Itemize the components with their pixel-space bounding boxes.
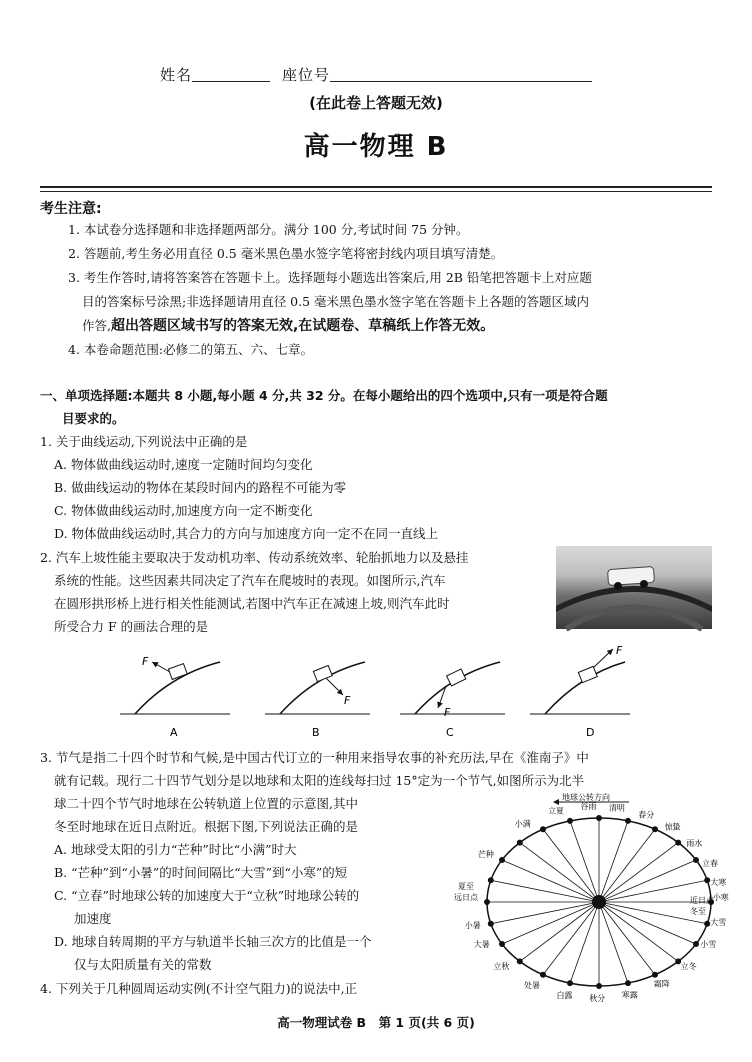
q3-line-2: 就有记载。现行二十四节气划分是以地球和太阳的连线每扫过 15°定为一个节气,如图所示为北半 <box>54 773 585 788</box>
force-label-b: F <box>344 694 351 707</box>
earth-position-dot <box>652 826 658 832</box>
earth-position-dot <box>693 941 699 947</box>
q1-option-d: D. 物体做曲线运动时,其合力的方向与加速度方向一定不在同一直线上 <box>54 526 438 541</box>
car-on-arch-bridge-photo <box>556 546 712 629</box>
note-4: 4. 本卷命题范围:必修二的第五、六、七章。 <box>68 342 314 357</box>
earth-position-dot <box>540 972 546 978</box>
earth-position-dot <box>567 980 573 986</box>
orbit-spoke <box>491 902 599 924</box>
name-label: 姓名 <box>159 66 192 84</box>
force-label-c: F <box>444 706 451 719</box>
term-label-yuanridian: 远日点 <box>454 893 478 902</box>
header-rule-thick <box>40 186 712 188</box>
orbit-spoke <box>599 821 628 902</box>
note-1: 1. 本试卷分选择题和非选择题两部分。满分 100 分,考试时间 75 分钟。 <box>68 222 469 237</box>
term-label: 立春 <box>702 858 719 868</box>
orbit-spoke <box>502 902 599 944</box>
q3-line-1: 3. 节气是指二十四个时节和气候,是中国古代订立的一种用来指导农事的补充历法,早在《淮南子》中 <box>40 750 589 765</box>
note-3-line-3 <box>82 314 494 338</box>
term-label: 雨水 <box>686 838 703 848</box>
q3-option-a: A. 地球受太阳的引力“芒种”时比“小满”时大 <box>54 842 297 857</box>
orbit-spoke <box>599 902 696 944</box>
term-label: 清明 <box>608 803 625 813</box>
earth-position-dot <box>540 826 546 832</box>
q3-option-c-line-2: 加速度 <box>74 911 112 926</box>
option-label-a: A <box>170 726 178 739</box>
orbit-spoke <box>599 902 678 961</box>
notes-heading: 考生注意: <box>40 201 102 217</box>
orbit-spoke <box>599 843 678 902</box>
orbit-spoke <box>599 902 628 983</box>
term-label: 小暑 <box>464 921 481 931</box>
term-label: 大暑 <box>473 940 490 950</box>
term-label: 立秋 <box>493 962 510 972</box>
page-title: 高一物理 B <box>303 132 449 162</box>
note-3-bold-warning: 超出答题区域书写的答案无效,在试题卷、草稿纸上作答无效。 <box>110 318 495 334</box>
note-3-line-1: 3. 考生作答时,请将答案答在答题卡上。选择题每小题选出答案后,用 2B 铅笔把答题卡上对应题 <box>68 270 592 285</box>
q3-option-c-line-1: C. “立春”时地球公转的加速度大于“立秋”时地球公转的 <box>54 888 360 903</box>
earth-position-dot <box>488 921 494 927</box>
term-label: 芒种 <box>477 850 494 859</box>
force-label-a: F <box>142 655 149 668</box>
earth-position-dot <box>517 958 523 964</box>
q3-line-4: 冬至时地球在近日点附近。根据下图,下列说法正确的是 <box>54 819 358 834</box>
term-label-dongzhi: 冬至 <box>690 907 706 916</box>
q2-line-2: 系统的性能。这些因素共同决定了汽车在爬坡时的表现。如图所示,汽车 <box>54 573 446 588</box>
term-label-jinridian: 近日点 <box>690 896 714 905</box>
note-3-text: 作答, <box>82 318 111 333</box>
name-blank[interactable] <box>192 67 270 82</box>
earth-position-dot <box>567 818 573 824</box>
term-label: 立冬 <box>680 962 697 972</box>
term-label: 惊蛰 <box>664 822 681 832</box>
force-label-d: F <box>616 644 623 657</box>
q1-option-c: C. 物体做曲线运动时,加速度方向一定不断变化 <box>54 503 313 518</box>
orbit-direction-label: 地球公转方向 <box>562 793 610 802</box>
orbit-spoke <box>570 821 599 902</box>
term-label: 立夏 <box>548 806 565 816</box>
q1-stem: 1. 关于曲线运动,下列说法中正确的是 <box>40 434 248 449</box>
earth-position-dot <box>625 818 631 824</box>
seat-label: 座位号 <box>282 66 331 84</box>
term-label: 小满 <box>514 819 531 829</box>
q2-line-4: 所受合力 F 的画法合理的是 <box>54 619 209 634</box>
orbit-spoke <box>599 902 655 975</box>
option-label-b: B <box>312 726 320 739</box>
diagram-d <box>530 644 630 714</box>
orbit-spoke <box>570 902 599 983</box>
q3-option-d-line-2: 仅与太阳质量有关的常数 <box>74 957 212 972</box>
term-label: 秋分 <box>589 993 606 1003</box>
q2-line-1: 2. 汽车上坡性能主要取决于发动机功率、传动系统效率、轮胎抓地力以及悬挂 <box>40 550 469 565</box>
earth-position-dot <box>675 840 681 846</box>
diagram-c <box>400 662 505 719</box>
q1-option-b: B. 做曲线运动的物体在某段时间内的路程不可能为零 <box>54 480 347 495</box>
q3-option-d-line-1: D. 地球自转周期的平方与轨道半长轴三次方的比值是一个 <box>54 934 372 949</box>
solar-terms-orbit-diagram <box>444 792 729 1003</box>
term-label: 霜降 <box>653 979 670 989</box>
earth-position-dot <box>517 840 523 846</box>
term-label: 大寒 <box>710 878 727 888</box>
q3-option-b: B. “芒种”到“小暑”的时间间隔比“大雪”到“小寒”的短 <box>54 865 348 880</box>
seat-blank[interactable] <box>330 67 592 82</box>
term-label: 小雪 <box>700 940 717 950</box>
earth-position-dot <box>596 815 602 821</box>
term-label: 大雪 <box>710 917 727 927</box>
orbit-spoke <box>543 902 599 975</box>
sun-icon <box>592 895 606 909</box>
earth-position-dot <box>596 983 602 989</box>
q3-line-3: 球二十四个节气时地球在公转轨道上位置的示意图,其中 <box>54 796 358 811</box>
earth-position-dot <box>499 857 505 863</box>
earth-position-dot <box>484 899 490 905</box>
q4-line-1: 4. 下列关于几种圆周运动实例(不计空气阻力)的说法中,正 <box>40 981 358 996</box>
note-2: 2. 答题前,考生务必用直径 0.5 毫米黑色墨水签字笔将密封线内项目填写清楚。 <box>68 246 504 261</box>
earth-position-dot <box>693 857 699 863</box>
option-label-d: D <box>586 726 595 739</box>
orbit-spoke <box>491 880 599 902</box>
diagram-a <box>120 655 230 714</box>
section-1-line-2: 目要求的。 <box>62 411 125 426</box>
section-1-line-1: 一、单项选择题:本题共 8 小题,每小题 4 分,共 32 分。在每小题给出的四个选项中,只有一项是符合题 <box>40 388 608 403</box>
earth-position-dot <box>625 980 631 986</box>
student-info-line <box>0 64 752 85</box>
orbit-spoke <box>520 902 599 961</box>
orbit-spoke <box>599 860 696 902</box>
note-3-line-2: 目的答案标号涂黑;非选择题请用直径 0.5 毫米黑色墨水签字笔在答题卡上各题的答题区域内 <box>82 294 590 309</box>
term-label: 春分 <box>638 810 655 820</box>
answer-invalid-notice: (在此卷上答题无效) <box>309 94 443 112</box>
term-label: 白露 <box>556 991 573 1001</box>
orbit-spoke <box>520 843 599 902</box>
q2-line-3: 在圆形拱形桥上进行相关性能测试,若图中汽车正在减速上坡,则汽车此时 <box>54 596 450 611</box>
page-footer: 高一物理试卷 B 第 1 页(共 6 页) <box>277 1015 475 1030</box>
term-label-xiazhi: 夏至 <box>458 882 474 891</box>
term-label: 谷雨 <box>580 802 597 812</box>
q2-force-diagrams <box>110 640 630 740</box>
diagram-b <box>265 662 370 714</box>
earth-position-dot <box>652 972 658 978</box>
orbit-spoke <box>599 829 655 902</box>
earth-position-dot <box>499 941 505 947</box>
option-label-c: C <box>446 726 454 739</box>
q1-option-a: A. 物体做曲线运动时,速度一定随时间均匀变化 <box>54 457 313 472</box>
orbit-spoke <box>502 860 599 902</box>
term-label: 小寒 <box>712 892 729 902</box>
earth-position-dot <box>488 877 494 883</box>
term-label: 处暑 <box>524 981 540 991</box>
header-rule-thin <box>40 191 712 192</box>
term-label: 寒露 <box>621 990 638 1000</box>
orbit-spoke <box>543 829 599 902</box>
